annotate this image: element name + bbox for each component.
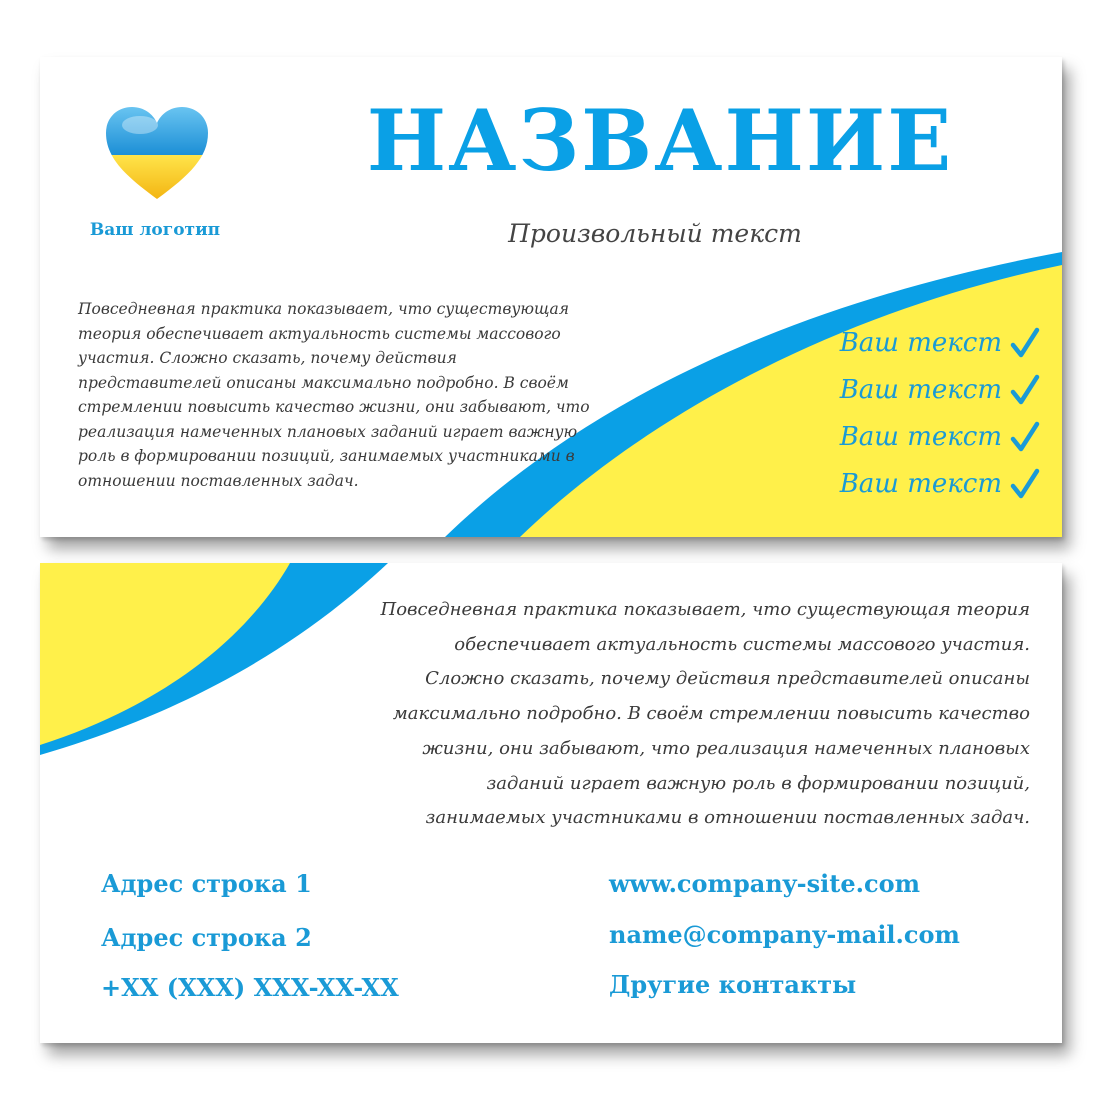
feature-label: Ваш текст <box>839 374 1002 405</box>
feature-list <box>830 319 1040 507</box>
feature-item <box>830 366 1040 413</box>
check-icon <box>1010 374 1040 406</box>
card-subtitle: Произвольный текст <box>508 219 802 248</box>
business-card-back <box>40 563 1062 1043</box>
address-line-1: Адрес строка 1 <box>101 869 312 898</box>
feature-label: Ваш текст <box>839 421 1002 452</box>
card-title: НАЗВАНИЕ <box>366 91 954 190</box>
back-description: Повседневная практика показывает, что существующая теория обеспечивает актуальность системы массового участия. Сложно сказать, почему действия представителей описаны максимально подробно. В своём стремлении повысить качество жизни, они забывают, что реализация намеченных плановых заданий играет важную роль в формировании позиций, занимаемых участниками в отношении поставленных задач. <box>380 599 1030 829</box>
feature-item <box>830 460 1040 507</box>
website-link[interactable]: www.company-site.com <box>609 869 920 898</box>
front-description: Повседневная практика показывает, что существующая теория обеспечивает актуальность системы массового участия. Сложно сказать, почему действия представителей описаны максимально подробно. В своём стремлении повысить качество жизни, они забывают, что реализация намеченных плановых заданий играет важную роль в формировании позиций, занимаемых участниками в отношении поставленных задач. <box>78 300 590 490</box>
feature-item <box>830 413 1040 460</box>
check-icon <box>1010 327 1040 359</box>
other-contacts: Другие контакты <box>609 970 857 999</box>
email-link[interactable]: name@company-mail.com <box>609 920 960 949</box>
check-icon <box>1010 421 1040 453</box>
feature-item <box>830 319 1040 366</box>
phone-number: +XX (XXX) XXX-XX-XX <box>101 973 399 1002</box>
feature-label: Ваш текст <box>839 468 1002 499</box>
address-line-2: Адрес строка 2 <box>101 923 312 952</box>
logo-caption: Ваш логотип <box>89 220 221 240</box>
check-icon <box>1010 468 1040 500</box>
feature-label: Ваш текст <box>839 327 1002 358</box>
business-card-front <box>40 57 1062 537</box>
heart-icon <box>104 105 210 203</box>
